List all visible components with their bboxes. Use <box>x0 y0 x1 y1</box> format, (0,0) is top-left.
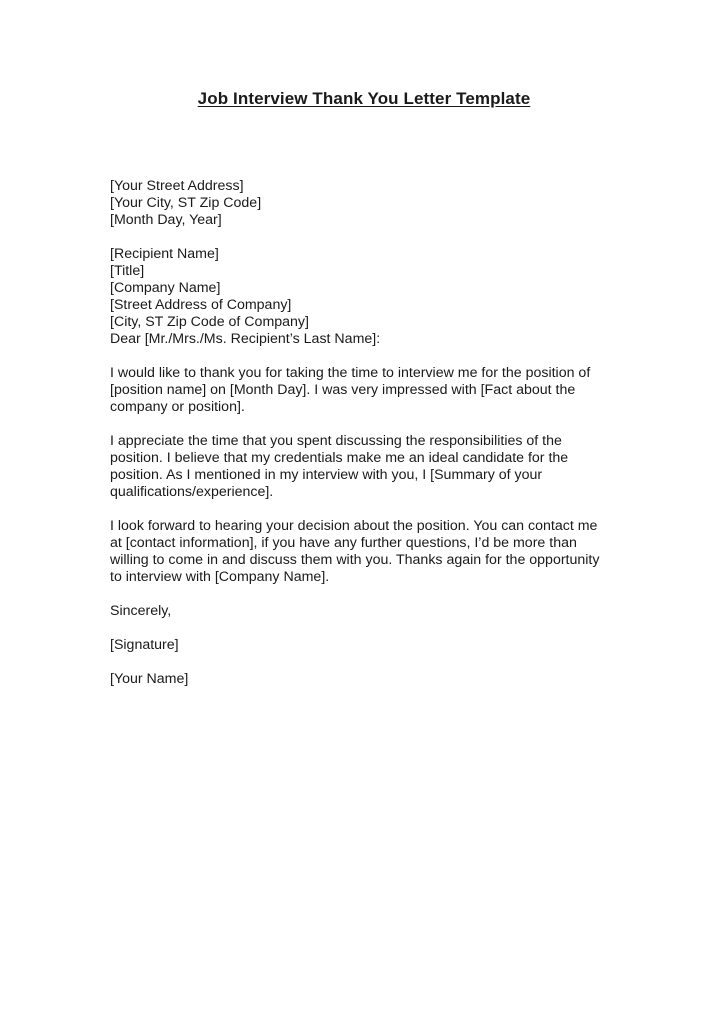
salutation: Dear [Mr./Mrs./Ms. Recipient’s Last Name]: <box>110 331 381 347</box>
paragraph-thanks <box>110 365 630 416</box>
paragraph-line: willing to come in and discuss them with you. Thanks again for the opportunity <box>110 552 600 568</box>
paragraph-line: position. I believe that my credentials make me an ideal candidate for the <box>110 450 569 466</box>
paragraph-line: at [contact information], if you have any further questions, I’d be more than <box>110 535 577 551</box>
closing: Sincerely, <box>110 603 172 619</box>
signature-placeholder: [Signature] <box>110 637 179 653</box>
paragraph-line: to interview with [Company Name]. <box>110 569 330 585</box>
paragraph-line: company or position]. <box>110 399 245 415</box>
paragraph-line: qualifications/experience]. <box>110 484 274 500</box>
sender-name: [Your Name] <box>110 671 189 687</box>
paragraph-line: I appreciate the time that you spent discussing the responsibilities of the <box>110 433 562 449</box>
paragraph-line: [position name] on [Month Day]. I was very impressed with [Fact about the <box>110 382 576 398</box>
recipient-company: [Company Name] <box>110 280 221 296</box>
paragraph-qualifications <box>110 433 630 501</box>
recipient-address <box>110 246 630 331</box>
recipient-title: [Title] <box>110 263 145 279</box>
sender-city: [Your City, ST Zip Code] <box>110 195 262 211</box>
recipient-city: [City, ST Zip Code of Company] <box>110 314 309 330</box>
sender-address <box>110 178 630 229</box>
paragraph-line: position. As I mentioned in my interview with you, I [Summary of your <box>110 467 543 483</box>
paragraph-followup <box>110 518 630 586</box>
recipient-name: [Recipient Name] <box>110 246 219 262</box>
paragraph-line: I would like to thank you for taking the time to interview me for the position of <box>110 365 591 381</box>
paragraph-line: I look forward to hearing your decision about the position. You can contact me <box>110 518 598 534</box>
recipient-street: [Street Address of Company] <box>110 297 292 313</box>
page-title: Job Interview Thank You Letter Template <box>197 89 531 108</box>
sender-date: [Month Day, Year] <box>110 212 222 228</box>
sender-street: [Your Street Address] <box>110 178 244 194</box>
letter-body <box>110 178 630 688</box>
